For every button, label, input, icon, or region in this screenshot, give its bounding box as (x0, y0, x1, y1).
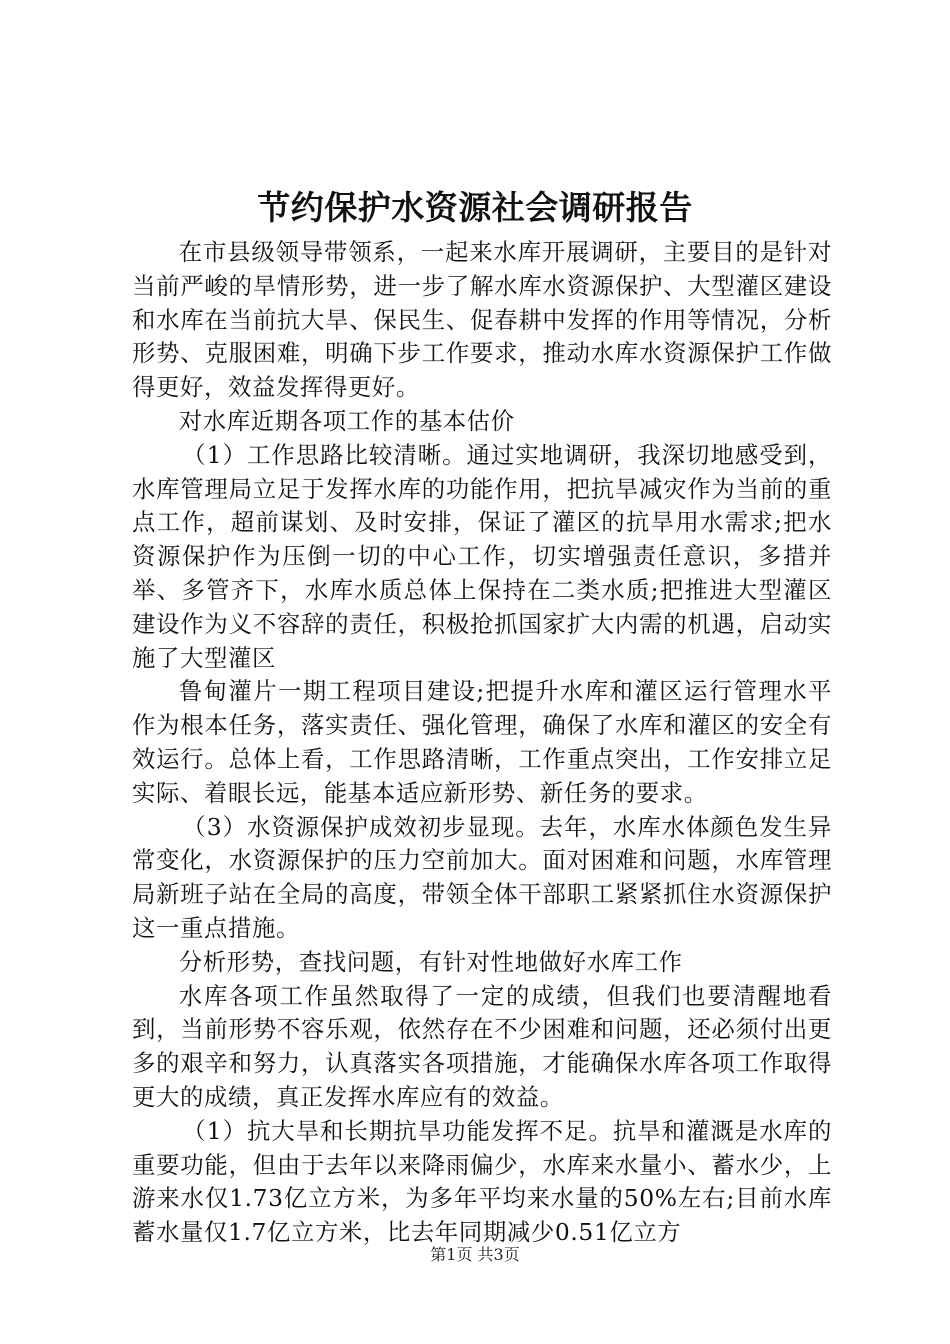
paragraph-analysis: 水库各项工作虽然取得了一定的成绩，但我们也要清醒地看到，当前形势不容乐观，依然存在不少困难和问题，还必须付出更多的艰辛和努力，认真落实各项措施，才能确保水库各项工作取得更大的成绩，真正发挥水库应有的效益。 (132, 981, 832, 1111)
paragraph-intro: 在市县级领导带领系，一起来水库开展调研，主要目的是针对当前严峻的旱情形势，进一步了解水库水资源保护、大型灌区建设和水库在当前抗大旱、保民生、促春耕中发挥的作用等情况，分析形势、克服困难，明确下步工作要求，推动水库水资源保护工作做得更好，效益发挥得更好。 (132, 238, 832, 402)
document-body (132, 236, 832, 1250)
paragraph-item-3: （3）水资源保护成效初步显现。去年，水库水体颜色发生异常变化，水资源保护的压力空前加大。面对困难和问题，水库管理局新班子站在全局的高度，带领全体干部职工紧紧抓住水资源保护这一重点措施。 (132, 812, 832, 942)
paragraph-item-1: （1）工作思路比较清晰。通过实地调研，我深切地感受到，水库管理局立足于发挥水库的功能作用，把抗旱减灾作为当前的重点工作，超前谋划、及时安排，保证了灌区的抗旱用水需求;把水资源保护作为压倒一切的中心工作，切实增强责任意识，多措并举、多管齐下，水库水质总体上保持在二类水质;把推进大型灌区建设作为义不容辞的责任，积极抢抓国家扩大内需的机遇，启动实施了大型灌区 (132, 440, 832, 672)
paragraph-continuation: 鲁甸灌片一期工程项目建设;把提升水库和灌区运行管理水平作为根本任务，落实责任、强化管理，确保了水库和灌区的安全有效运行。总体上看，工作思路清晰，工作重点突出，工作安排立足实际、着眼长远，能基本适应新形势、新任务的要求。 (132, 677, 832, 807)
document-title: 节约保护水资源社会调研报告 (257, 188, 693, 227)
section-heading-assessment: 对水库近期各项工作的基本估价 (178, 406, 515, 435)
page-footer: 第1页 共3页 (430, 1245, 520, 1264)
section-heading-analysis: 分析形势，查找问题，有针对性地做好水库工作 (178, 947, 683, 976)
paragraph-problem-1: （1）抗大旱和长期抗旱功能发挥不足。抗旱和灌溉是水库的重要功能，但由于去年以来降雨偏少，水库来水量小、蓄水少，上游来水仅1.73亿立方米，为多年平均来水量的50%左右;目前水库蓄水量仅1.7亿立方米，比去年同期减少0.51亿立方 (132, 1116, 832, 1247)
